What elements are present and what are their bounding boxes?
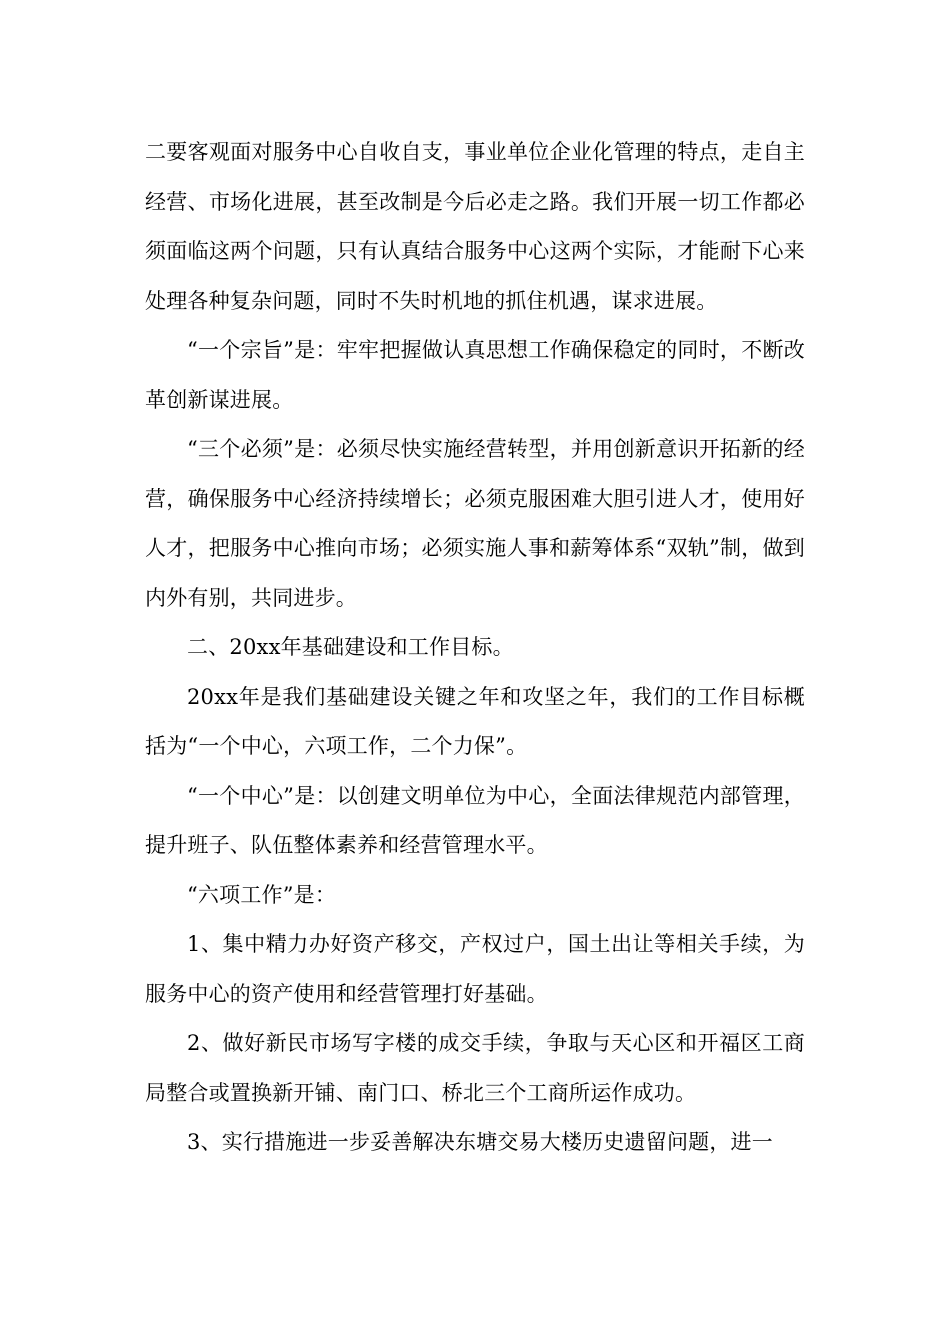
paragraph: “一个宗旨”是：牢牢把握做认真思想工作确保稳定的同时，不断改革创新谋进展。: [145, 338, 805, 412]
paragraph: 二要客观面对服务中心自收自支，事业单位企业化管理的特点，走自主经营、市场化进展，甚至改制是今后必走之路。我们开展一切工作都必须面临这两个问题，只有认真结合服务中心这两个实际，才能耐下心来处理各种复杂问题，同时不失时机地的抓住机遇，谋求进展。: [145, 140, 805, 313]
paragraph: 20xx年是我们基础建设关键之年和攻坚之年，我们的工作目标概括为“一个中心，六项工作，二个力保”。: [145, 684, 805, 758]
document-body: [145, 128, 805, 1168]
paragraph: 1、集中精力办好资产移交，产权过户，国土出让等相关手续，为服务中心的资产使用和经营管理打好基础。: [145, 932, 805, 1006]
paragraph: “一个中心”是：以创建文明单位为中心，全面法律规范内部管理，提升班子、队伍整体素养和经营管理水平。: [145, 783, 805, 857]
paragraph: 3、实行措施进一步妥善解决东塘交易大楼历史遗留问题，进一: [187, 1130, 773, 1154]
paragraph: “六项工作”是：: [187, 882, 337, 907]
paragraph: 2、做好新民市场写字楼的成交手续，争取与天心区和开福区工商局整合或置换新开铺、南门口、桥北三个工商所运作成功。: [145, 1031, 805, 1105]
paragraph: 二、20xx年基础建设和工作目标。: [187, 635, 514, 659]
paragraph: “三个必须”是：必须尽快实施经营转型，并用创新意识开拓新的经营，确保服务中心经济持续增长；必须克服困难大胆引进人才，使用好人才，把服务中心推向市场；必须实施人事和薪筹体系“双轨”制，做到内外有别，共同进步。: [145, 437, 805, 610]
